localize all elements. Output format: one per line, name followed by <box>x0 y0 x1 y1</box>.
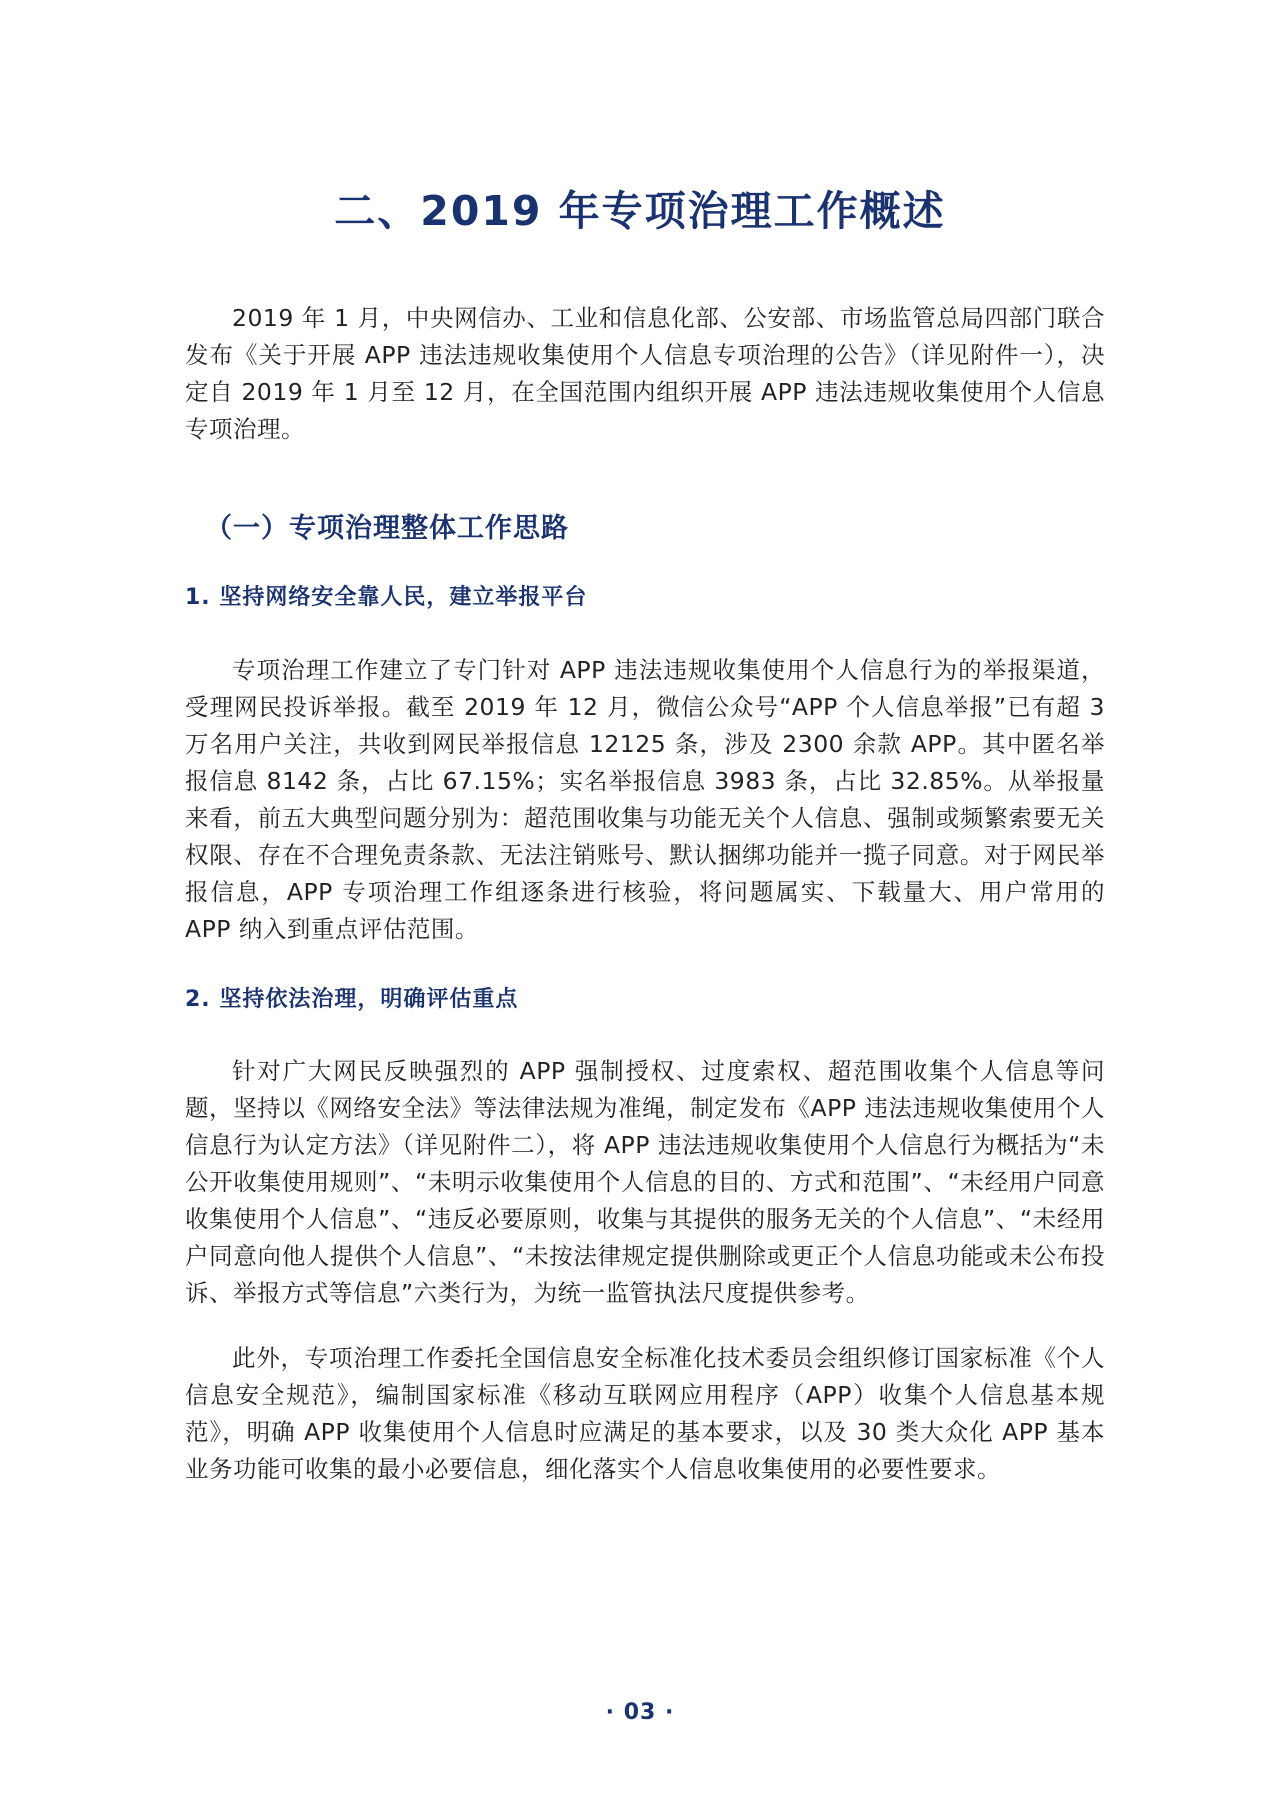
subsection-heading-2: 2. 坚持依法治理，明确评估重点 <box>185 987 519 1012</box>
subsection-2-body-1: 针对广大网民反映强烈的 APP 强制授权、过度索权、超范围收集个人信息等问题，坚持以《网络安全法》等法律法规为准绳，制定发布《APP 违法违规收集使用个人信息行为认定方法》（详见附件二），将 APP 违法违规收集使用个人信息行为概括为“未公开收集使用规则”、“未明示收集使用个人信息的目的、方式和范围”、“未经用户同意收集使用个人信息”、“违反必要原则，收集与其提供的服务无关的个人信息”、“未经用户同意向他人提供个人信息”、“未按法律规定提供删除或更正个人信息功能或未公布投诉、举报方式等信息”六类行为，为统一监管执法尺度提供参考。 <box>185 1057 1105 1307</box>
subsection-1-body: 专项治理工作建立了专门针对 APP 违法违规收集使用个人信息行为的举报渠道，受理网民投诉举报。截至 2019 年 12 月，微信公众号“APP 个人信息举报”已有超 3 万名用户关注，共收到网民举报信息 12125 条，涉及 2300 余款 APP。其中匿名举报信息 8142 条，占比 67.15%；实名举报信息 3983 条，占比 32.85%。从举报量来看，前五大典型问题分别为：超范围收集与功能无关个人信息、强制或频繁索要无关权限、存在不合理免责条款、无法注销账号、默认捆绑功能并一揽子同意。对于网民举报信息，APP 专项治理工作组逐条进行核验，将问题属实、下载量大、用户常用的 APP 纳入到重点评估范围。 <box>185 656 1105 943</box>
page-number: · 03 · <box>605 1700 675 1725</box>
intro-paragraph: 2019 年 1 月，中央网信办、工业和信息化部、公安部、市场监管总局四部门联合发布《关于开展 APP 违法违规收集使用个人信息专项治理的公告》（详见附件一），决定自 2019 年 1 月至 12 月，在全国范围内组织开展 APP 违法违规收集使用个人信息专项治理。 <box>185 304 1105 443</box>
page-title: 二、2019 年专项治理工作概述 <box>334 187 946 235</box>
section-heading-1: （一）专项治理整体工作思路 <box>205 513 569 544</box>
subsection-2-body-2: 此外，专项治理工作委托全国信息安全标准化技术委员会组织修订国家标准《个人信息安全规范》，编制国家标准《移动互联网应用程序（APP）收集个人信息基本规范》，明确 APP 收集使用个人信息时应满足的基本要求，以及 30 类大众化 APP 基本业务功能可收集的最小必要信息，细化落实个人信息收集使用的必要性要求。 <box>185 1344 1105 1483</box>
subsection-heading-1: 1. 坚持网络安全靠人民，建立举报平台 <box>185 585 588 610</box>
